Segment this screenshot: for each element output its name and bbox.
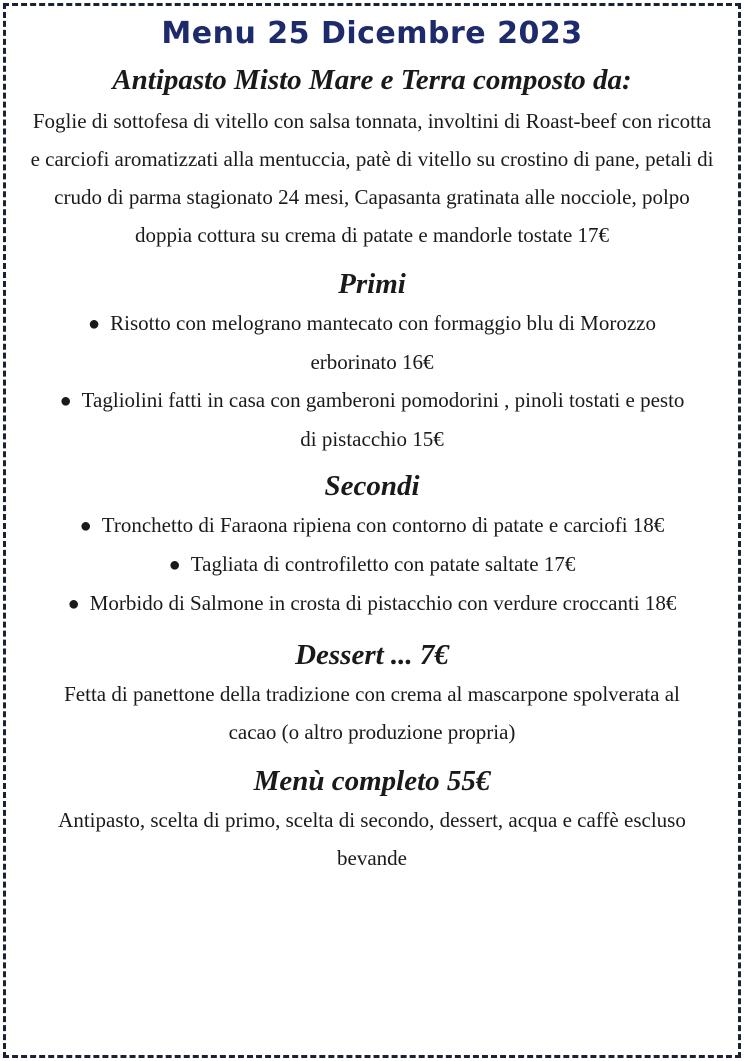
bullet-icon: ●: [88, 313, 101, 335]
primi-item: ● Tagliolini fatti in casa con gamberoni pomodorini , pinoli tostati e pesto di pistacchio 15€: [59, 388, 685, 451]
menu-completo-description: Antipasto, scelta di primo, scelta di secondo, dessert, acqua e caffè escluso bevande: [58, 808, 686, 870]
menu-title: Menu 25 Dicembre 2023: [161, 16, 583, 51]
bullet-icon: ●: [168, 554, 181, 576]
bullet-icon: ●: [67, 593, 80, 615]
primi-heading: Primi: [338, 268, 406, 300]
secondi-list: [6, 506, 738, 623]
secondi-item: ● Tagliata di controfiletto con patate saltate 17€: [168, 552, 576, 576]
secondi-heading: Secondi: [324, 470, 420, 502]
bullet-icon: ●: [79, 515, 92, 537]
secondi-item: ● Morbido di Salmone in crosta di pistacchio con verdure croccanti 18€: [67, 591, 677, 615]
antipasto-description: Foglie di sottofesa di vitello con salsa tonnata, involtini di Roast-beef con ricotta e carciofi aromatizzati alla mentuccia, patè di vitello su crostino di pane, petali di crudo di parma stagionato 24 mesi, Capasanta gratinata alle nocciole, polpo doppia cottura su crema di patate e mandorle tostate 17€: [30, 109, 714, 247]
menu-page: [6, 8, 738, 1055]
menu-completo-heading: Menù completo 55€: [253, 765, 491, 797]
dessert-heading: Dessert ... 7€: [295, 639, 449, 671]
secondi-item: ● Tronchetto di Faraona ripiena con contorno di patate e carciofi 18€: [79, 513, 665, 537]
antipasto-heading: Antipasto Misto Mare e Terra composto da:: [112, 64, 632, 96]
primi-item: ● Risotto con melograno mantecato con formaggio blu di Morozzo erborinato 16€: [88, 311, 656, 374]
bullet-icon: ●: [59, 390, 72, 412]
primi-list: [6, 304, 738, 458]
dessert-description: Fetta di panettone della tradizione con crema al mascarpone spolverata al cacao (o altro produzione propria): [64, 682, 680, 744]
